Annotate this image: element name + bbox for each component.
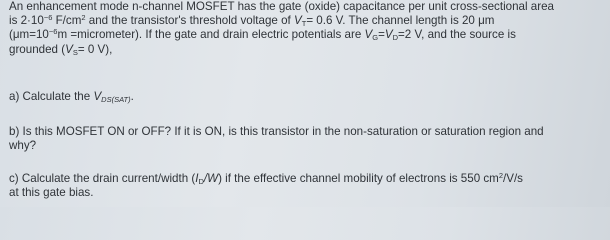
question-text: /: [203, 172, 208, 185]
subscript: DS(SAT): [101, 95, 131, 104]
intro-line-3: [9, 28, 607, 42]
intro-text: is 2·10: [9, 14, 44, 28]
exponent: 2: [498, 171, 503, 180]
question-text: ) if the effective channel mobility of electrons is 550 cm: [218, 172, 499, 185]
intro-text: =: [378, 28, 385, 42]
symbol-w: W: [207, 172, 219, 185]
subscript: D: [198, 177, 204, 186]
symbol-v: V: [65, 42, 73, 56]
question-c: [9, 172, 607, 200]
question-b-line-2: why?: [9, 139, 37, 153]
question-text: a) Calculate the: [9, 90, 94, 103]
intro-line-2: [9, 14, 607, 28]
question-text: /V/s: [503, 172, 523, 185]
problem-intro: [9, 0, 607, 57]
question-b: [9, 125, 607, 153]
question-c-line-1: [9, 172, 607, 186]
intro-text: =2 V, and the source is: [398, 28, 516, 42]
intro-text: F/cm: [52, 14, 82, 28]
symbol-i: I: [195, 172, 199, 185]
symbol-v: V: [293, 14, 302, 28]
intro-text: and the transistor's threshold voltage of: [85, 14, 294, 28]
question-text: c) Calculate the drain current/width (: [9, 172, 196, 185]
intro-text: (μm=10: [9, 28, 49, 42]
question-a-line: [9, 90, 607, 104]
subscript: S: [72, 47, 78, 57]
question-b-line-1: b) Is this MOSFET ON or OFF? If it is ON, is this transistor in the non-saturation or saturation region and: [9, 125, 544, 138]
subscript: G: [372, 33, 379, 43]
problem-text-page: [9, 0, 607, 207]
question-c-line-2: at this gate bias.: [9, 186, 94, 200]
question-text: .: [130, 90, 134, 103]
subscript: D: [392, 33, 399, 43]
symbol-v: V: [93, 90, 102, 103]
symbol-v: V: [384, 28, 393, 42]
intro-text: grounded (: [9, 42, 66, 56]
intro-line-4: [9, 43, 607, 57]
exponent: −6: [48, 27, 58, 37]
symbol-v: V: [364, 28, 373, 42]
exponent: 2: [81, 13, 86, 23]
subscript: T: [301, 19, 307, 29]
intro-text: m =micrometer). If the gate and drain electric potentials are: [57, 28, 365, 42]
intro-text: = 0 V),: [77, 42, 113, 56]
exponent: −6: [43, 13, 53, 23]
question-a: [9, 90, 607, 104]
intro-text: = 0.6 V. The channel length is 20 μm: [306, 14, 495, 28]
intro-line-1: An enhancement mode n-channel MOSFET has the gate (oxide) capacitance per unit cross-sectional area: [9, 0, 554, 13]
